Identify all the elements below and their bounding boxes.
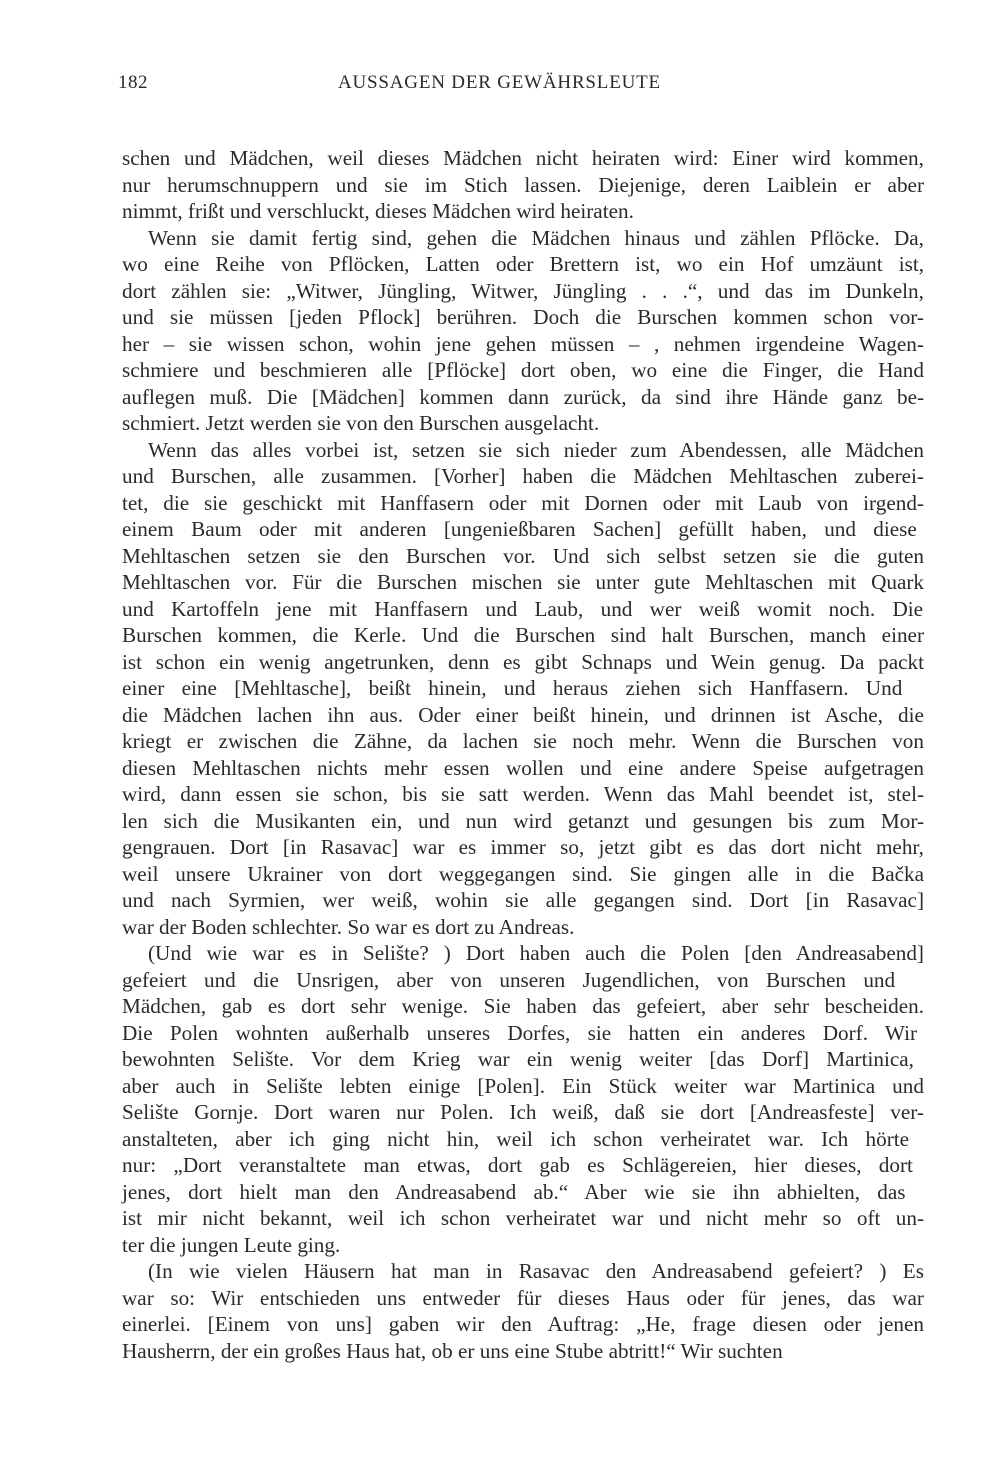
text-line: Mehltaschen vor. Für die Burschen mischen sie unter gute Mehltaschen mit Quark xyxy=(122,570,925,594)
text-line: len sich die Musikanten ein, und nun wird getanzt und gesungen bis zum Mor- xyxy=(122,808,925,833)
text-line: schmiere und beschmieren alle [Pflöcke] dort oben, wo eine die Finger, die Hand xyxy=(122,358,924,382)
text-line: aber auch in Selište lebten einige [Polen]. Ein Stück weiter war Martinica und xyxy=(122,1073,924,1098)
text-line: schen und Mädchen, weil dieses Mädchen nicht heiraten wird: Einer wird kommen, xyxy=(122,146,924,170)
text-line: nur: „Dort veranstaltete man etwas, dort gab es Schlägereien, hier dieses, dort xyxy=(122,1153,913,1177)
text-line: und Burschen, alle zusammen. [Vorher] haben die Mädchen Mehltaschen zuberei- xyxy=(122,464,924,488)
text-line: die Mädchen lachen ihn aus. Oder einer beißt hinein, und drinnen ist Asche, die xyxy=(122,702,924,727)
text-line: nimmt, frißt und verschluckt, dieses Mädchen wird heiraten. xyxy=(122,199,634,223)
page-number: 182 xyxy=(118,72,148,93)
text-line: Hausherrn, der ein großes Haus hat, ob er uns eine Stube abtritt!“ Wir suchten xyxy=(122,1338,783,1363)
text-line: kriegt er zwischen die Zähne, da lachen sie noch mehr. Wenn die Burschen von xyxy=(122,729,924,753)
text-line: anstalteten, aber ich ging nicht hin, weil ich schon verheiratet war. Ich hörte xyxy=(122,1126,910,1151)
text-line: auflegen muß. Die [Mädchen] kommen dann zurück, da sind ihre Hände ganz be- xyxy=(122,384,925,409)
text-line: dort zählen sie: „Witwer, Jüngling, Witwer, Jüngling . . .“, und das im Dunkeln, xyxy=(122,278,924,303)
text-line: nur herumschnuppern und sie im Stich lassen. Diejenige, deren Laiblein er aber xyxy=(122,172,925,197)
paragraph-start-line: Wenn das alles vorbei ist, setzen sie sich nieder zum Abendessen, alle Mädchen xyxy=(148,437,924,462)
text-line: her – sie wissen schon, wohin jene gehen müssen – , nehmen irgendeine Wagen- xyxy=(122,331,924,356)
running-head xyxy=(118,72,886,98)
text-line: jenes, dort hielt man den Andreasabend ab.“ Aber wie sie ihn abhielten, das xyxy=(122,1179,906,1204)
text-line: weil unsere Ukrainer von dort weggegangen sind. Sie gingen alle in die Bačka xyxy=(122,861,925,886)
text-line: einem Baum oder mit anderen [ungenießbaren Sachen] gefüllt haben, und diese xyxy=(122,517,917,541)
text-line: und Kartoffeln jene mit Hanffasern und Laub, und wer weiß womit noch. Die xyxy=(122,596,924,621)
paragraph-start-line: (Und wie war es in Selište? ) Dort haben auch die Polen [den Andreasabend] xyxy=(148,941,924,965)
text-line: tet, die sie geschickt mit Hanffasern oder mit Dornen oder mit Laub von irgend- xyxy=(122,490,924,515)
text-line: einer eine [Mehltasche], beißt hinein, und heraus ziehen sich Hanffasern. Und xyxy=(122,676,903,700)
text-line: gefeiert und die Unsrigen, aber von unseren Jugendlichen, von Burschen und xyxy=(122,967,896,992)
text-line: war der Boden schlechter. So war es dort zu Andreas. xyxy=(122,914,575,939)
text-line: Burschen kommen, die Kerle. Und die Burschen sind halt Burschen, manch einer xyxy=(122,623,925,647)
running-head-title: AUSSAGEN DER GEWÄHRSLEUTE xyxy=(338,72,661,93)
text-line: ter die jungen Leute ging. xyxy=(122,1232,341,1257)
text-line: diesen Mehltaschen nichts mehr essen wollen und eine andere Speise aufgetragen xyxy=(122,755,924,780)
text-line: schmiert. Jetzt werden sie von den Burschen ausgelacht. xyxy=(122,411,600,435)
text-line: ist mir nicht bekannt, weil ich schon verheiratet war und nicht mehr so oft un- xyxy=(122,1206,925,1230)
text-line: Mädchen, gab es dort sehr wenige. Sie haben das gefeiert, aber sehr bescheiden. xyxy=(122,994,925,1018)
paragraph-start-line: Wenn sie damit fertig sind, gehen die Mädchen hinaus und zählen Pflöcke. Da, xyxy=(148,225,924,250)
text-line: einerlei. [Einem von uns] gaben wir den Auftrag: „He, frage diesen oder jenen xyxy=(122,1312,924,1336)
text-line: Mehltaschen setzen sie den Burschen vor. Und sich selbst setzen sie die guten xyxy=(122,543,925,568)
text-line: Selište Gornje. Dort waren nur Polen. Ich weiß, daß sie dort [Andreasfeste] ver- xyxy=(122,1100,924,1124)
text-line: ist schon ein wenig angetrunken, denn es gibt Schnaps und Wein genug. Da packt xyxy=(122,649,925,674)
text-line: und sie müssen [jeden Pflock] berühren. Doch die Burschen kommen schon vor- xyxy=(122,305,924,329)
text-line: war so: Wir entschieden uns entweder für dieses Haus oder für jenes, das war xyxy=(122,1285,924,1310)
text-line: bewohnten Selište. Vor dem Krieg war ein wenig weiter [das Dorf] Martinica, xyxy=(122,1047,914,1071)
text-line: gengrauen. Dort [in Rasavac] war es immer so, jetzt gibt es das dort nicht mehr, xyxy=(122,835,924,859)
paragraph-start-line: (In wie vielen Häusern hat man in Rasavac den Andreasabend gefeiert? ) Es xyxy=(148,1259,924,1283)
text-line: Die Polen wohnten außerhalb unseres Dorfes, sie hatten ein anderes Dorf. Wir xyxy=(122,1020,918,1045)
text-line: wo eine Reihe von Pflöcken, Latten oder Brettern ist, wo ein Hof umzäunt ist, xyxy=(122,252,925,276)
body-text xyxy=(122,145,924,1364)
text-line: und nach Syrmien, wer weiß, wohin sie alle gegangen sind. Dort [in Rasavac] xyxy=(122,888,925,912)
text-line: wird, dann essen sie schon, bis sie satt werden. Wenn das Mahl beendet ist, stel- xyxy=(122,782,925,806)
